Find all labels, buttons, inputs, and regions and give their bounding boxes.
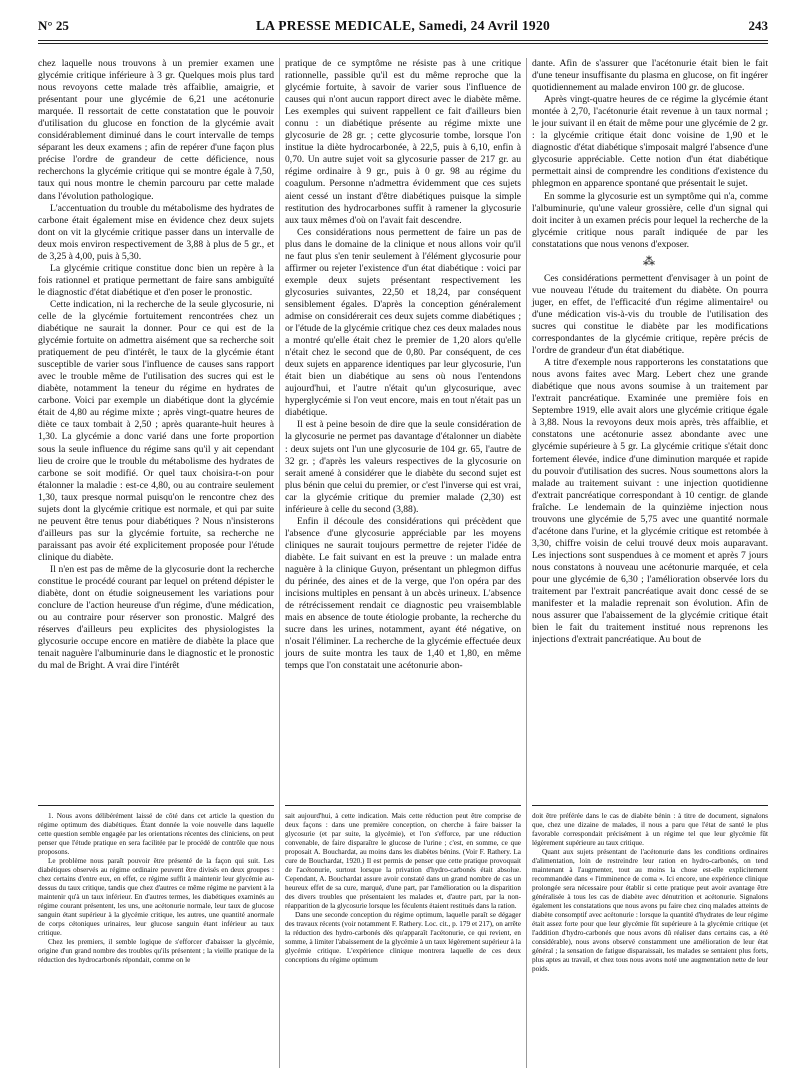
body-paragraph: A titre d'exemple nous rapporterons les constatations que nous avons faites avec Marg. Lebert chez une grande diabétique que nous avons soumise à un traitement par l'extrait pancréatique. Examinée une première fois en Septembre 1919, elle avait alors une glycémie critique égale à 3,88. Nous la revoyons deux mois après, très affaiblie, et constatons une acétonurie assez abondante avec une glycémie supérieure à 5 gr. La glycémie critique s'était donc fortement élevée, indice d'une diminution marquée et rapide du pouvoir d'utilisation des sucres. Nous soumettons alors la malade au traitement suivant : une injection quotidienne d'extrait pancréatique correspondant à 10 centigr. de glande fraîche. Le lendemain de la quinzième injection nous trouvons une glycémie de 5,75 avec une quantité normale d'acétone dans l'urine, et la glycémie critique est retombée à 3,30, chiffre voisin de celui trouvé deux mois auparavant. Les injections sont suspendues à ce moment et après 7 jours nous constatons à nouveau une acétonurie marquée, et cela pour une glycémie de 6,30 ; l'amélioration observée lors du traitement par l'extrait pancréatique avait donc cessé de se manifester et la maladie reprenait son évolution. Afin de nous assurer que l'abaissement de la glycémie critique était bien le fait du traitement institué nous reprenons les injections d'extrait pancréatique. Au bout de <box>532 357 768 646</box>
footnote-paragraph: sait aujourd'hui, à cette indication. Mais cette réduction peut être comprise de deux façons : dans une première conception, on cherche à faire baisser la glycosurie (et par suite, la glycémie), et l'on s'efforce, par une réduction convenable, de faire disparaître le glucose de l'urine ; c'est, en somme, ce que proposait A. Bouchardat, au moins dans les diabètes bénins. (Voir F. Rathery. La cure de Bouchardat, 1920.) Il est permis de penser que cette pratique provoquait de l'acétonurie, surtout lorsque la privation d'hydro-carbonés était absolue. Cependant, A. Bouchardat assure avoir constaté dans un grand nombre de cas un heureux effet de sa cure, marqué, d'une part, par l'amélioration ou la disparition des divers troubles que présentaient les malades et, d'autre part, par la non-réapparition de la glycosurie lorsque les féculents étaient restitués dans la ration. <box>285 812 521 910</box>
body-paragraph: Enfin il découle des considérations qui précèdent que l'absence d'une glycosurie appréciable par les moyens cliniques ne saurait toujours permettre de rejeter l'idée de diabète. Le fait suivant en est la preuve : un malade entra naguère à la clinique Guyon, présentant un phlegmon diffus du périnée, des aines et de la verge, que l'on opéra par des incisions multiples en pensant à un abcès urineux. L'absence de rétrécissement rendait ce diagnostic peu vraisemblable mais en absence de toute étiologie probante, la recherche du sucre dans les urines, notamment, ayant été négative, on n'osait l'éliminer. La recherche de la glycémie effectuée deux jours de suite montra les taux de 1,40 et 1,80, en même temps que l'on constatait une acétonurie abon- <box>285 515 521 672</box>
footnote-rule <box>38 805 274 806</box>
column-divider <box>279 58 280 1068</box>
section-separator: ⁂ <box>643 253 657 268</box>
footnote-rule <box>285 805 521 806</box>
page-number: 243 <box>748 18 768 33</box>
body-paragraph: Cette indication, ni la recherche de la seule glycosurie, ni celle de la glycémie fortuitement rencontrées chez un diabétique ne saurait la donner. Pour ce qui est de la glycémie fortuite on admettra aisément que sa recherche soit pratiquement de peu d'intérêt, le taux de la glycémie étant susceptible de varier sous l'influence de causes sans rapport avec le trouble même de l'utilisation des sucres qui est le diabète, notamment la teneur du régime en hydrates de carbone. Voici par exemple un diabétique dont la glycémie était de 4,80 au régime mixte ; après vingt-quatre heures de diète ce taux tombait à 2,50 ; après quarante-huit heures à 1,30. La glycémie a donc varié dans une forte proportion sous la seule influence du régime sans qu'il y ait cependant lieu de croire que le trouble du métabolisme des hydrates de carbone se soit modifié. Or quel taux choisira-t-on pour étalonner la maladie : est-ce 4,80, ou au contraire seulement 1,30, taux presque normal puisqu'on le rencontre chez des sujets dont la glycémie critique est normale, et qui par suite ne peuvent être tenus pour diabétiques ? Nous n'insisterons d'ailleurs pas sur la glycémie fortuite, sa recherche ne paraissant pas avoir été explicitement proposée pour l'étude clinique du diabète. <box>38 298 274 563</box>
header-rule-double <box>38 43 768 44</box>
page-header <box>38 18 768 40</box>
footnote-paragraph: Chez les premiers, il semble logique de s'efforcer d'abaisser la glycémie, origine d'un grand nombre des troubles qu'ils présentent ; la vieille pratique de la réduction des hydrocarbonés répondait, comme on le <box>38 938 274 964</box>
body-paragraph: chez laquelle nous trouvons à un premier examen une glycémie critique inférieure à 3 gr. Quelques mois plus tard nous revoyons cette malade très affaiblie, amaigrie, et présentant pour une glycémie de 6,21 une acétonurie marquée. Il ressortait de cette constatation que le pouvoir d'utilisation du glucose en fonction de la glycémie avait considérablement diminué dans le court intervalle de temps séparant les deux examens ; afin de repérer d'une façon plus précise l'ordre de grandeur de cette déficience, nous recherchons la glycémie critique qui se montre égale à 7,50, taux qui nous montre le chemin parcouru par cette malade dans l'évolution pathologique. <box>38 58 274 202</box>
body-paragraph: En somme la glycosurie est un symptôme qui n'a, comme l'albuminurie, qu'une valeur grossière, celle d'un signal qui doit inciter à un examen précis pour lequel la recherche de la glycémie critique nous paraît indiquée de par les constatations que nous venons d'exposer. <box>532 190 768 250</box>
body-paragraph: Il n'en est pas de même de la glycosurie dont la recherche constitue le procédé courant par lequel on prétend dépister le diabète, dont on étudie soigneusement les variations pour conclure de l'action heureuse d'un régime, d'une médication, ou au contraire pour réserver son pronostic. Malgré des réserves d'ailleurs peu explicites des physiologistes la glycosurie occupe encore en matière de diabète la place que tenait naguère l'albuminurie dans le diagnostic et le pronostic du mal de Bright. A vrai dire l'intérêt <box>38 563 274 672</box>
body-paragraph: La glycémie critique constitue donc bien un repère à la fois rationnel et pratique permettant de faire sans ambiguïté le diagnostic d'état diabétique et d'en poser le pronostic. <box>38 262 274 298</box>
body-paragraph: Après vingt-quatre heures de ce régime la glycémie étant montée à 2,70, l'acétonurie était revenue à un taux normal ; le jour suivant il en était de même pour une glycémie de 2 gr. : la glycémie critique était donc voisine de 1,90 et le diagnostic d'état diabétique s'imposait malgré l'absence d'une glycosurie appréciable. Cette notion d'un état diabétique permettait ainsi de comprendre les conditions d'existence du phlegmon en apparence spontané que présentait le sujet. <box>532 94 768 190</box>
body-paragraph: dante. Afin de s'assurer que l'acétonurie était bien le fait d'une teneur insuffisante du plasma en glucose, on fit ingérer quotidiennement au malade environ 100 gr. de glucose. <box>532 58 768 94</box>
footnote-paragraph: 1. Nous avons délibérément laissé de côté dans cet article la question du régime optimum des diabétiques. Étant donnée la voie nouvelle dans laquelle cette question semble engagée par les orientations récentes des cliniciens, on peut penser que l'étude pratique en sera facilitée par le procédé de contrôle que nous proposons. <box>38 812 274 856</box>
footnote-paragraph: doit être préférée dans le cas de diabète bénin : à titre de document, signalons que, chez une dizaine de malades, il nous a paru que l'état de santé le plus favorable correspondait précisément à un régime tel que leur glycémie fût légèrement supérieure au taux critique. <box>532 812 768 847</box>
text-column-1 <box>38 58 274 672</box>
footnote-column-1 <box>38 812 274 965</box>
body-paragraph: pratique de ce symptôme ne résiste pas à une critique rationnelle, passible qu'il est du même reproche que la glycémie fortuite, à savoir de varier sous l'influence de causes qui n'ont aucun rapport direct avec le diabète même. Les exemples qui suivent rappellent ce fait d'ailleurs bien connu : un diabétique présente au régime mixte une glycosurie de 28 gr. ; cette glycosurie tombe, lorsque l'on institue la diète hydrocarbonée, à 22,5, puis à 6,10, enfin à 0,70. Un autre sujet voit sa glycosurie passer de 217 gr. au régime ordinaire à 9 gr., puis à 0 gr. 98 au régime du coagulum. Personne n'admettra évidemment que ces sujets aient cessé un instant d'être diabétiques puisque la simple restitution des hydrocarbones suffit à ramener la glycosurie aux taux mêmes d'où on l'avait fait descendre. <box>285 58 521 226</box>
footnote-paragraph: Dans une seconde conception du régime optimum, laquelle paraît se dégager des travaux récents (voir notamment F. Rathery. Loc. cit., p. 179 et 217), on arrête la réduction des hydro-carbonés dès qu'apparaît l'acétonurie, ce qui revient, en somme, à limiter l'abaissement de la glycémie à un taux légèrement supérieur à la glycémie critique. L'expérience clinique montrera laquelle de ces deux conceptions du régime optimum <box>285 911 521 964</box>
footnote-column-2 <box>285 812 521 965</box>
column-divider <box>526 58 527 1068</box>
header-rule <box>38 40 768 41</box>
body-paragraph: Ces considérations nous permettent de faire un pas de plus dans le domaine de la clinique et nous allons voir qu'il ne faut plus s'en tenir seulement à l'élément glycosurie pour affirmer ou rejeter l'existence d'un état diabétique : voici par exemple deux sujets présentant respectivement les glycosuries suivantes, 22,50 et 18,24, par conséquent sensiblement égales. D'après la conception généralement admise on considérerait ces deux sujets comme diabétiques ; or l'étude de la glycémie critique chez ces deux malades nous a montré qu'elle était chez le premier de 1,20 alors qu'elle n'était chez le second que de 0,80. Par conséquent, de ces deux sujets en apparence identiques par leur glycosurie, l'un était bien un diabétique au sens où nous l'entendons aujourd'hui, et l'autre n'était qu'un glycosurique, avec hyperglycémie si l'on veut encore, mais en tout n'était pas un diabétique. <box>285 226 521 419</box>
footnote-rule <box>532 805 768 806</box>
issue-number: N° 25 <box>38 18 69 33</box>
text-column-2 <box>285 58 521 672</box>
journal-title: LA PRESSE MEDICALE, Samedi, 24 Avril 1920 <box>255 18 551 33</box>
footnote-paragraph: Quant aux sujets présentant de l'acétonurie dans les conditions ordinaires d'alimentation, loin de restreindre leur ration en hydro-carbonés, on tend maintenant à l'augmenter, tout au moins la chose est-elle explicitement recommandée dans « l'imminence de coma ». Ici encore, une expérience clinique prolongée sera nécessaire pour établir si cette pratique peut avoir avantage être généralisée à tous les cas de diabète avec dénutrition et acétonurie. Signalons également les constatations que nous avons pu faire chez cinq malades atteints de diabète consomptif avec acétonurie : lorsque la quantité d'hydrates de leur régime était assez forte pour que leur glycémie fût supérieure à la glycémie critique (et l'addition d'hydro-carbonés que nous avons dû réaliser dans certains cas, a été considérable), nous avons observé constamment une amélioration de leur état général ; la sensation de fatigue disparaissait, les malades se sentaient plus forts, plus aptes au travail, et chez tous nous avons noté une augmentation nette de leur poids. <box>532 848 768 973</box>
body-paragraph: Ces considérations permettent d'envisager à un point de vue nouveau l'étude du traitement du diabète. On pourra juger, en effet, de l'efficacité d'un régime alimentaire¹ ou d'une médication vis-à-vis du trouble de l'utilisation des sucres qui constitue le diabète par les modifications correspondantes de la glycémie critique, repère précis de l'ordre de grandeur d'un état diabétique. <box>532 272 768 357</box>
footnote-column-3 <box>532 812 768 974</box>
body-paragraph: Il est à peine besoin de dire que la seule considération de la glycosurie ne permet pas davantage d'étalonner un diabète : deux sujets ont l'un une glycosurie de 104 gr. 65, l'autre de 32 gr. ; d'après les valeurs respectives de la glycosurie on serait amené à considérer que le diabète du second sujet est plus bénin que celui du premier, or c'est l'inverse qui est vrai, car la glycémie critique du premier malade (2,30) est inférieure à celle du second (3,88). <box>285 419 521 515</box>
footnote-paragraph: Le problème nous paraît pouvoir être présenté de la façon qui suit. Les diabétiques observés au régime ordinaire peuvent être divisés en deux groupes : chez certains d'entre eux, en effet, ce régime suffit à maintenir leur glycémie au-dessus du taux critique, tandis que chez d'autres ce même régime ne parvient à la maintenir qu'à un taux inférieur. En d'autres termes, les diabétiques examinés au régime courant présentent, les uns, une acétonurie normale, leur taux de glucose sanguin étant supérieur à la glycémie critique, les autres, une quantité anormale de corps cétoniques urinaires, leur glucose sanguin étant inférieur au taux critique. <box>38 857 274 937</box>
text-column-3 <box>532 58 768 646</box>
body-paragraph: L'accentuation du trouble du métabolisme des hydrates de carbone était également mise en évidence chez deux sujets dont on vit la glycémie critique passer dans un intervalle de deux mois environ respectivement de 3,88 à plus de 5 gr., et de 3,25 à 4,00, puis à 5,30. <box>38 202 274 262</box>
